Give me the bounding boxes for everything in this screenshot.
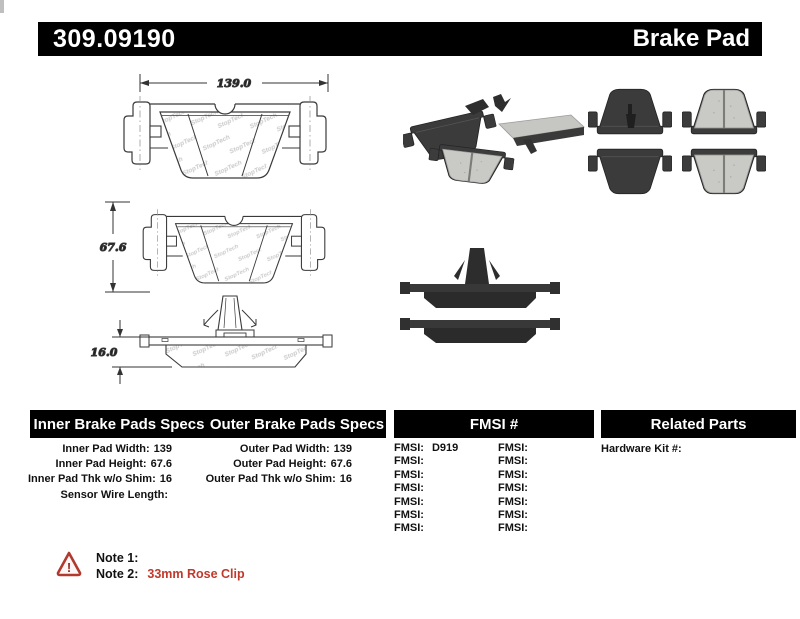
fmsi-header: FMSI # [469, 415, 519, 433]
svg-text:!: ! [66, 560, 72, 575]
inner-specs-column [14, 442, 172, 503]
spec-row: Sensor Wire Length: [60, 488, 168, 501]
dimension-height [100, 202, 150, 292]
technical-drawing [0, 60, 400, 400]
spec-row: Inner Pad Width: 139 [62, 443, 172, 455]
fmsi-header-bar [394, 410, 594, 438]
part-number: 309.09190 [53, 24, 176, 53]
warning-icon [55, 550, 83, 577]
pads-specs-header-bar [30, 410, 386, 438]
product-type-title: Brake Pad [632, 25, 750, 52]
pad-side-view [140, 296, 332, 367]
note-2-value: 33mm Rose Clip [147, 567, 245, 581]
fmsi-row: FMSI: [394, 482, 424, 495]
product-photo-edge-view [396, 240, 564, 358]
scan-artifact [0, 0, 4, 13]
fmsi-row: FMSI: [498, 468, 528, 481]
height-dim-label: 67.6 [99, 241, 127, 254]
outer-specs-column [194, 442, 352, 488]
spec-row: Outer Pad Height: 67.6 [233, 458, 352, 471]
product-photo-pad-set [588, 86, 768, 198]
width-dim-label: 139.0 [216, 77, 252, 90]
header-bar [38, 22, 762, 56]
spec-row: Inner Pad Height: 67.6 [55, 458, 172, 471]
spec-row: Outer Pad Width: 139 [239, 443, 352, 455]
fmsi-column-2 [498, 442, 536, 536]
pad-front-view-top [124, 94, 326, 178]
related-parts-column [601, 442, 690, 457]
fmsi-row: FMSI: [498, 442, 528, 454]
related-parts-header: Related Parts [650, 415, 747, 433]
thickness-dim-label: 16.0 [90, 346, 118, 359]
fmsi-row: FMSI: [394, 455, 424, 468]
dimension-thickness [91, 320, 172, 384]
fmsi-row: FMSI: [498, 455, 528, 468]
spec-row: Outer Pad Thk w/o Shim: 16 [205, 473, 352, 486]
inner-specs-header: Inner Brake Pads Specs [33, 415, 205, 433]
related-parts-row: Hardware Kit #: [601, 443, 682, 455]
fmsi-row: FMSI: [394, 522, 424, 535]
fmsi-row: FMSI: [498, 522, 528, 535]
note-2-label: Note 2: [96, 567, 139, 581]
fmsi-row: FMSI: [498, 509, 528, 522]
fmsi-column-1 [394, 442, 458, 536]
fmsi-row: FMSI: [394, 468, 424, 481]
fmsi-row: FMSI: D919 [394, 442, 459, 454]
dimension-width [140, 74, 328, 92]
fmsi-row: FMSI: [498, 482, 528, 495]
outer-specs-header: Outer Brake Pads Specs [209, 415, 385, 433]
spec-row: Inner Pad Thk w/o Shim: 16 [28, 473, 172, 486]
pad-front-view-bottom [143, 207, 325, 283]
fmsi-row: FMSI: [394, 509, 424, 522]
note-2 [96, 567, 245, 581]
related-parts-header-bar [601, 410, 796, 438]
note-1-label: Note 1: [96, 551, 139, 565]
fmsi-row: FMSI: [394, 495, 424, 508]
note-1 [96, 551, 147, 565]
fmsi-row: FMSI: [498, 495, 528, 508]
product-photo-angled [403, 92, 588, 192]
